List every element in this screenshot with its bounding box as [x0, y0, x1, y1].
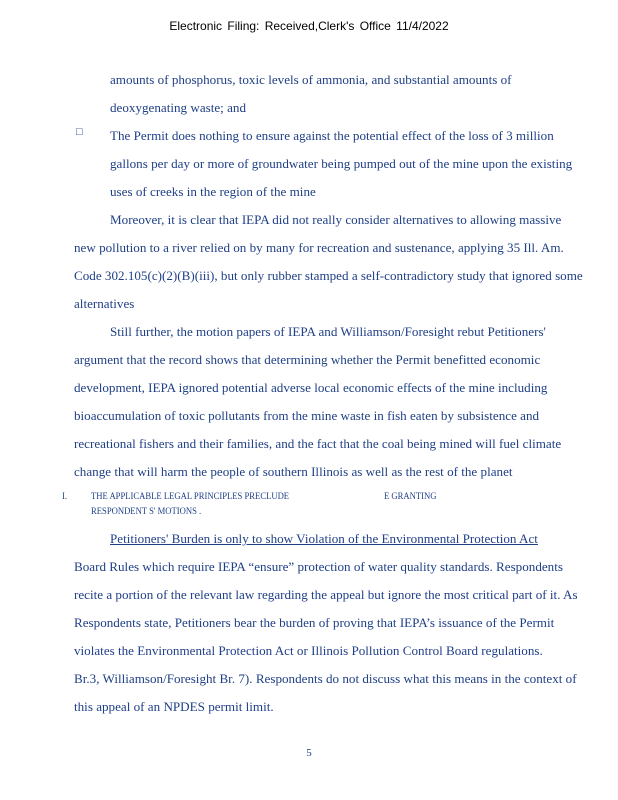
body-line: violates the Environmental Protection Act or Illinois Pollution Control Board regulations. [74, 643, 543, 658]
body-line: change that will harm the people of southern Illinois as well as the rest of the planet [74, 464, 513, 479]
body-line: The Permit does nothing to ensure against the potential effect of the loss of 3 million [110, 128, 554, 143]
body-line: Respondents state, Petitioners bear the burden of proving that IEPA’s issuance of the Permit [74, 615, 555, 630]
body-line: Board Rules which require IEPA “ensure” protection of water quality standards. Respondents [74, 559, 563, 574]
body-line: Br.3, Williamson/Foresight Br. 7). Respondents do not discuss what this means in the context of [74, 671, 577, 686]
body-line: uses of creeks in the region of the mine [110, 184, 316, 199]
subsection-heading: Petitioners' Burden is only to show Violation of the Environmental Protection Act [110, 531, 538, 546]
page-number: 5 [306, 747, 312, 759]
section-heading: THE APPLICABLE LEGAL PRINCIPLES PRECLUDE [91, 492, 290, 502]
body-line: this appeal of an NPDES permit limit. [74, 699, 274, 714]
body-line: new pollution to a river relied on by many for recreation and sustenance, applying 35 Ill. Am. [74, 240, 564, 255]
body-line: deoxygenating waste; and [110, 100, 246, 115]
body-line: argument that the record shows that determining whether the Permit benefitted economic [74, 352, 541, 367]
efiling-header: Electronic Filing: Received,Clerk's Office 11/4/2022 [169, 19, 449, 33]
body-line: recreational fishers and their families, and the fact that the coal being mined will fuel climate [74, 436, 562, 451]
section-heading: RESPONDENT S' MOTIONS . [91, 507, 202, 517]
body-line: bioaccumulation of toxic pollutants from the mine waste in fish eaten by subsistence and [74, 408, 540, 423]
body-line: gallons per day or more of groundwater being pumped out of the mine upon the existing [110, 156, 573, 171]
square-bullet-icon: □ [76, 126, 83, 138]
body-line: Code 302.105(c)(2)(B)(iii), but only rubber stamped a self-contradictory study that ignored some [74, 268, 583, 283]
body-line: alternatives [74, 296, 135, 311]
body-line: amounts of phosphorus, toxic levels of ammonia, and substantial amounts of [110, 72, 512, 87]
body-line: recite a portion of the relevant law regarding the appeal but ignore the most critical part of it. As [74, 587, 578, 602]
body-line: development, IEPA ignored potential adverse local economic effects of the mine including [74, 380, 548, 395]
body-line: Moreover, it is clear that IEPA did not really consider alternatives to allowing massive [110, 212, 562, 227]
section-number: I. [62, 492, 68, 502]
body-line: Still further, the motion papers of IEPA and Williamson/Foresight rebut Petitioners' [110, 324, 546, 339]
section-heading: E GRANTING [384, 492, 437, 502]
